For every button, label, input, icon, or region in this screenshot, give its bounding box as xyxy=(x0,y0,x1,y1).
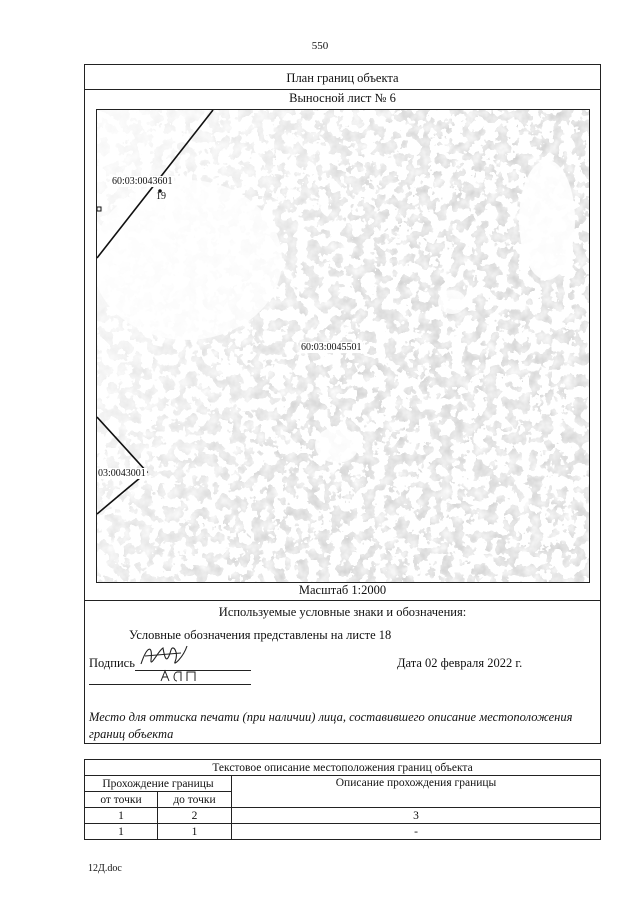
parcel-label: 60:03:0043601 xyxy=(112,176,173,187)
plan-title: План границ объекта xyxy=(286,71,399,85)
plan-frame xyxy=(84,64,601,744)
divider xyxy=(85,89,600,90)
initials-line xyxy=(89,684,251,685)
signature-label: Подпись xyxy=(89,656,135,670)
table-title: Текстовое описание местоположения границ объекта xyxy=(85,760,601,776)
to-cell: 2 xyxy=(158,808,232,824)
page-number: 550 xyxy=(311,40,329,52)
initials-scribble xyxy=(155,669,205,685)
to-header: до точки xyxy=(158,792,232,808)
legend-note: Условные обозначения представлены на листе 18 xyxy=(129,628,392,642)
scale-label: Масштаб 1:2000 xyxy=(298,583,387,597)
parcel-label: 03:0043001 xyxy=(98,468,146,479)
point-label: 19 xyxy=(156,191,166,202)
table-row xyxy=(85,808,601,824)
date-text: Дата 02 февраля 2022 г. xyxy=(397,656,523,670)
sheet-title: Выносной лист № 6 xyxy=(289,91,396,105)
description-header: Описание прохождения границы xyxy=(232,776,601,808)
description-cell: 3 xyxy=(232,808,601,824)
footer-filename: 12Д.doc xyxy=(88,863,122,874)
stamp-note-line2: границ объекта xyxy=(89,727,174,741)
table-header-row xyxy=(85,776,601,792)
divider xyxy=(85,600,600,601)
parcel-label: 60:03:0045501 xyxy=(301,342,362,353)
boundary-description-table xyxy=(84,759,601,845)
signature-scribble xyxy=(137,640,189,670)
from-header: от точки xyxy=(85,792,158,808)
from-cell: 1 xyxy=(85,808,158,824)
group-header: Прохождение границы xyxy=(85,776,232,792)
from-cell: 1 xyxy=(85,824,158,840)
table-row xyxy=(85,824,601,840)
to-cell: 1 xyxy=(158,824,232,840)
description-cell: - xyxy=(232,824,601,840)
legend-heading: Используемые условные знаки и обозначения: xyxy=(218,605,467,619)
aerial-map xyxy=(96,109,590,583)
table-title-row xyxy=(85,760,601,776)
stamp-note-line1: Место для оттиска печати (при наличии) лица, составившего описание местоположения xyxy=(89,710,573,724)
